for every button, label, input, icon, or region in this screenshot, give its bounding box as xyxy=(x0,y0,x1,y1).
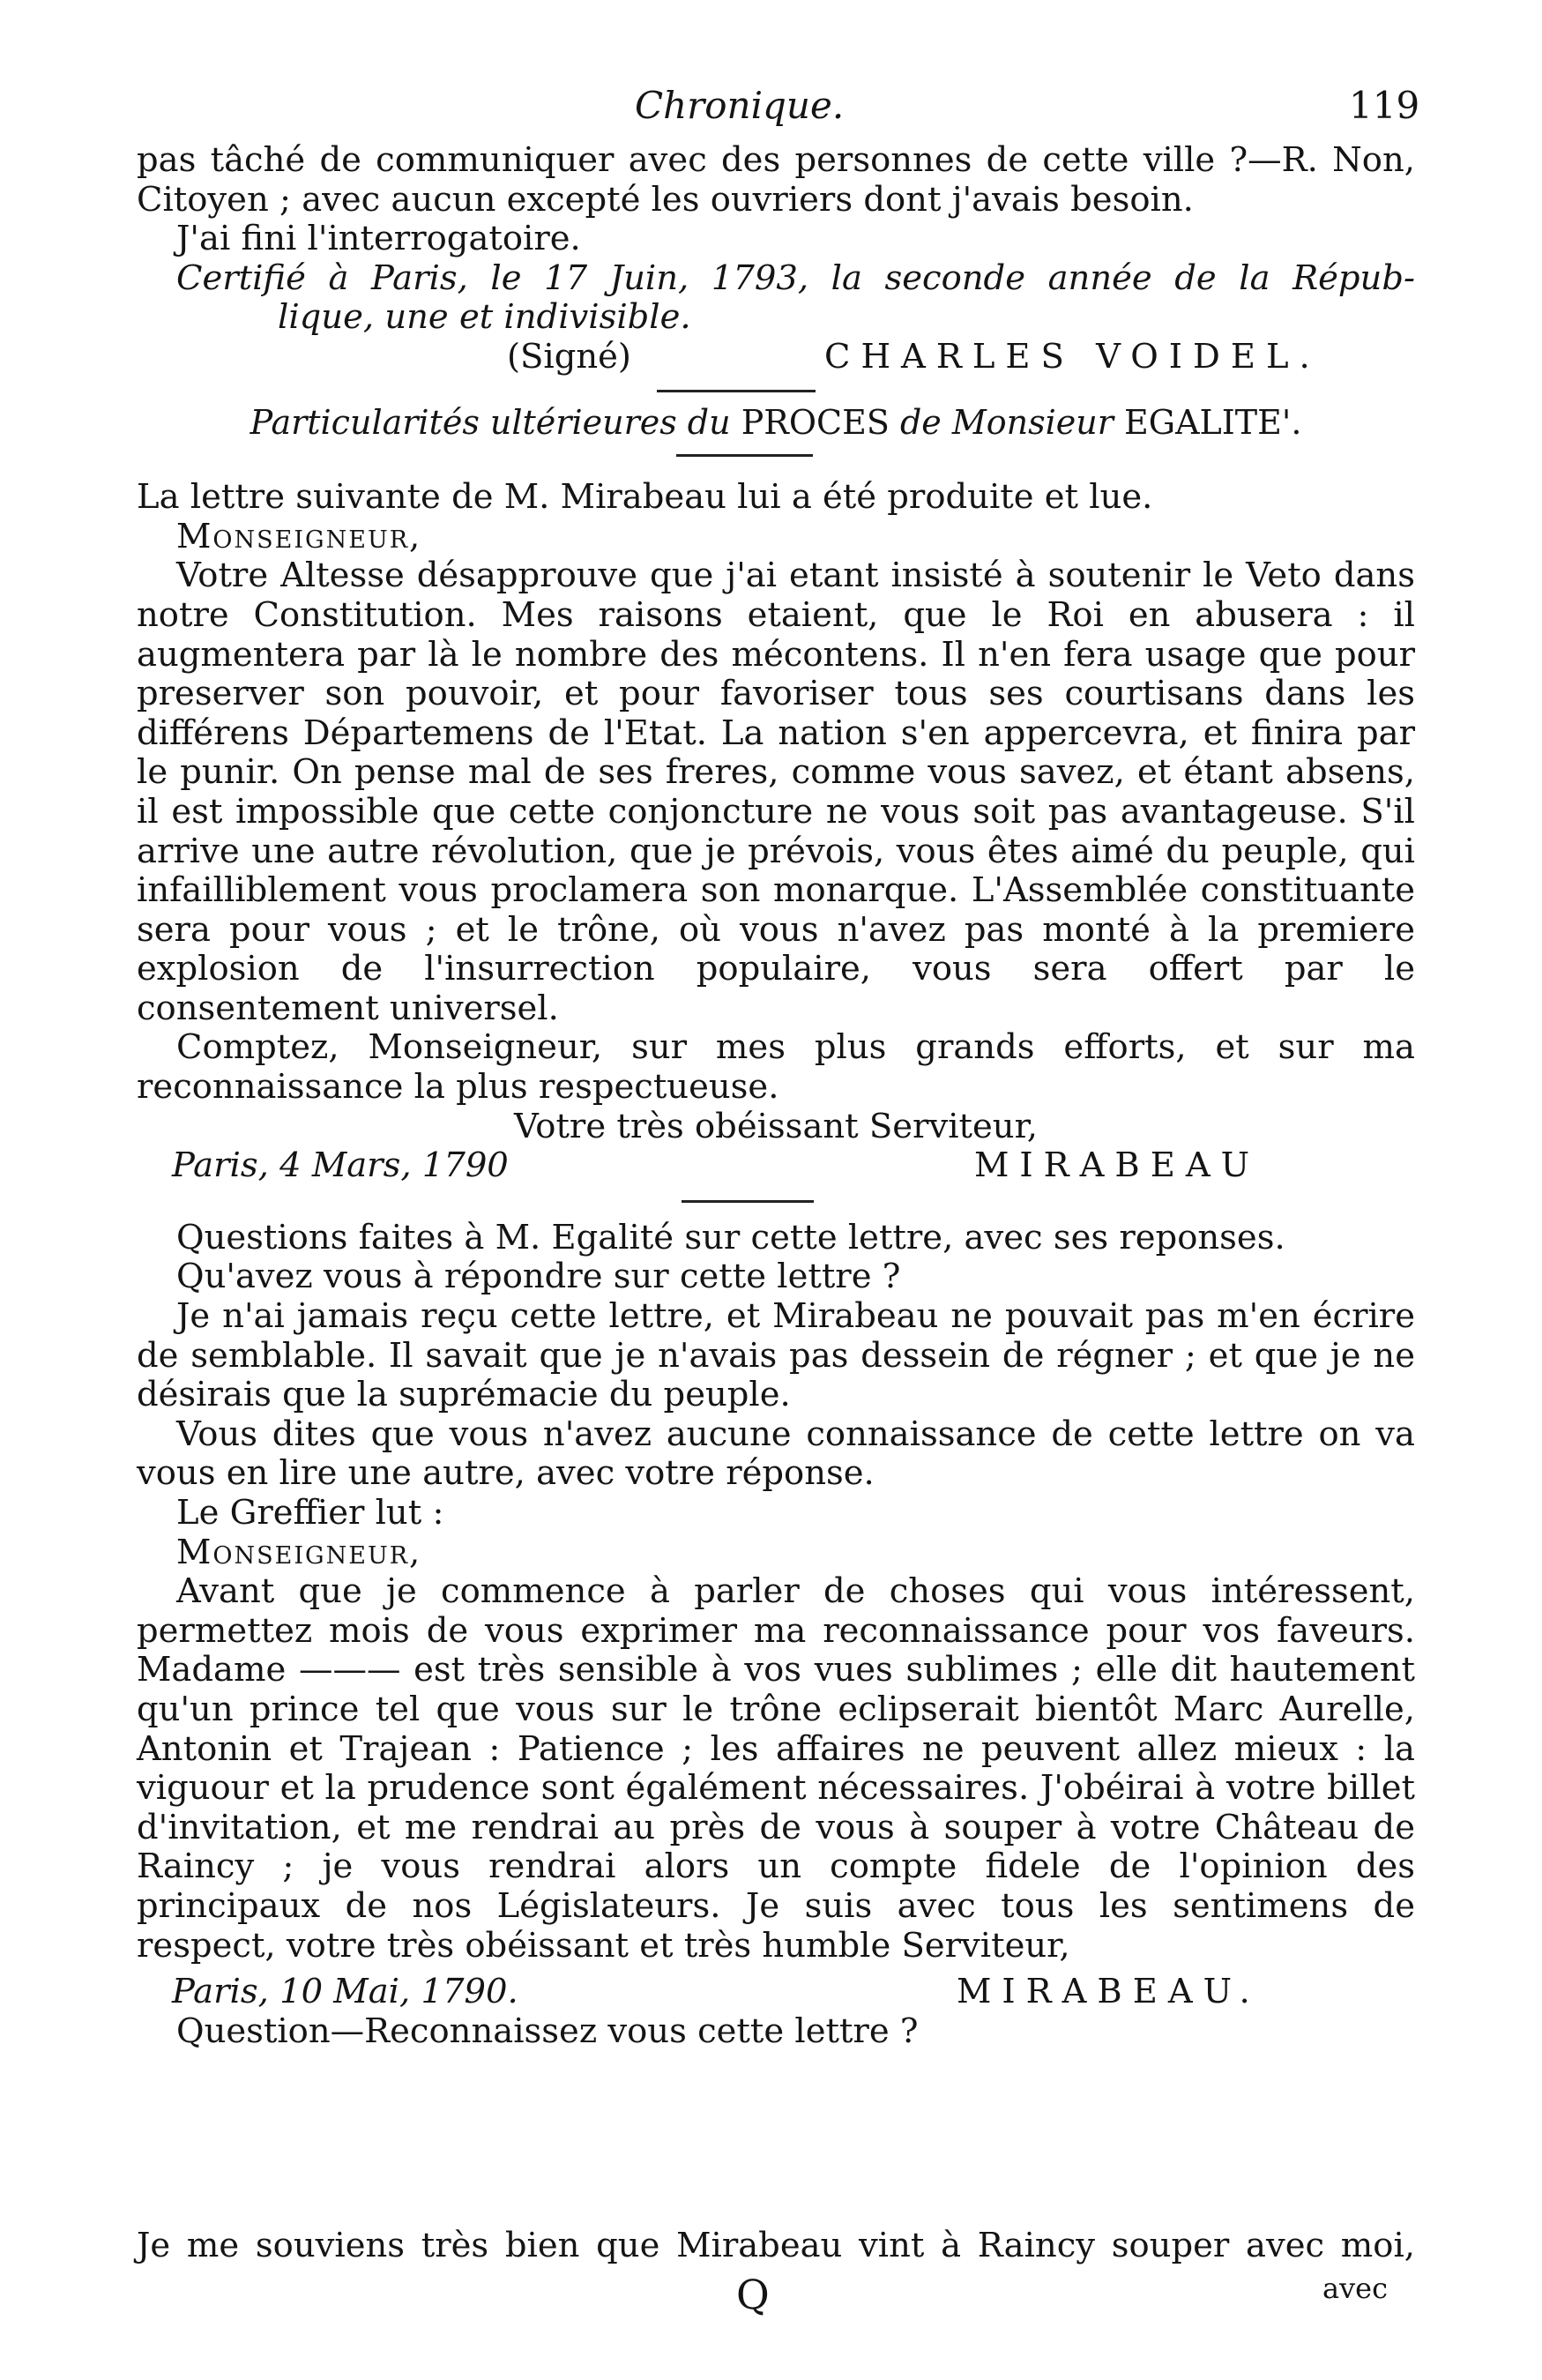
text-line: Questions faites à M. Egalité sur cette lettre, avec ses reponses. xyxy=(176,1217,1285,1257)
rule xyxy=(682,1200,814,1203)
page-number: 119 xyxy=(1349,84,1420,127)
text-line: Qu'avez vous à répondre sur cette lettre ? xyxy=(176,1257,901,1297)
text-paragraph: Je n'ai jamais reçu cette lettre, et Mirabeau ne pouvait pas m'en écrire de semblable. Il savait que je n'avais pas dessein de régner ; et que je ne désirais que la suprémacie du peuple. xyxy=(137,1296,1415,1415)
salutation: Monseigneur, xyxy=(176,1532,422,1572)
catchword: avec xyxy=(1322,2272,1389,2305)
text-line: Le Greffier lut : xyxy=(176,1493,444,1533)
text-line: La lettre suivante de M. Mirabeau lui a été produite et lue. xyxy=(137,477,1153,518)
rule xyxy=(676,454,813,457)
closing-line: Votre très obéissant Serviteur, xyxy=(514,1106,1038,1146)
letter-paragraph: Avant que je commence à parler de choses qui vous intéressent, permettez mois de vous exprimer ma reconnaissance pour vos faveurs. Madame ——— est très sensible à vos vues sublimes ; elle dit hautement qu'un prince tel que vous sur le trône eclipserait bientôt Marc Aurelle, Antonin et Trajean : Patience ; les affaires ne peuvent allez mieux : la viguour et la prudence sont égalément nécessaires. J'obéirai à votre billet d'invitation, et me rendrai au près de vous à souper à votre Château de Raincy ; je vous rendrai alors un compte fidele de l'opinion des principaux de nos Législateurs. Je suis avec tous les sentimens de respect, votre très obéissant et très humble Serviteur, xyxy=(137,1571,1415,1966)
signatory-name: MIRABEAU. xyxy=(957,1972,1261,2012)
text-line: pas tâché de communiquer avec des personnes de cette ville ?—R. Non, xyxy=(137,140,1415,180)
rule xyxy=(657,390,816,392)
running-title: Chronique. xyxy=(635,84,845,127)
letter-paragraph: Comptez, Monseigneur, sur mes plus grands efforts, et sur ma reconnaissance la plus respectueuse. xyxy=(137,1027,1415,1108)
signature-line xyxy=(137,338,1415,377)
salutation: Monseigneur, xyxy=(176,516,422,556)
date-line: Paris, 10 Mai, 1790. xyxy=(172,1972,518,2012)
text-line: J'ai fini l'interrogatoire. xyxy=(176,219,581,259)
text-line: Je me souviens très bien que Mirabeau vint à Raincy souper avec moi, xyxy=(137,2226,1415,2265)
certification-line: Certifié à Paris, le 17 Juin, 1793, la seconde année de la Répub- xyxy=(176,257,1415,298)
signature-line xyxy=(137,1973,1415,2012)
letter-paragraph: Votre Altesse désapprouve que j'ai etant insisté à soutenir le Veto dans notre Constitution. Mes raisons etaient, que le Roi en abusera : il augmentera par là le nombre des mécontens. Il n'en fera usage que pour preserver son pouvoir, et pour favoriser tous ses courtisans dans les différens Départemens de l'Etat. La nation s'en appercevra, et finira par le punir. On pense mal de ses freres, comme vous savez, et étant absens, il est impossible que cette conjoncture ne vous soit pas avantageuse. S'il arrive une autre révolution, que je prévois, vous êtes aimé du peuple, qui infailliblement vous proclamera son monarque. L'Assemblée constituante sera pour vous ; et le trône, où vous n'avez pas monté à la premiere explosion de l'insurrection populaire, vous sera offert par le consentement universel. xyxy=(137,556,1415,1028)
text-line: Question—Reconnaissez vous cette lettre ? xyxy=(176,2011,919,2051)
signature-mark: Q xyxy=(736,2271,770,2318)
signature-line xyxy=(137,1146,1415,1186)
certification-line: lique, une et indivisible. xyxy=(278,297,691,338)
signed-label: (Signé) xyxy=(507,336,631,377)
text-paragraph: Vous dites que vous n'avez aucune connaissance de cette lettre on va vous en lire une autre, avec votre réponse. xyxy=(137,1414,1415,1494)
signatory-name: MIRABEAU xyxy=(974,1145,1261,1186)
page-body xyxy=(137,141,1415,2051)
section-heading: Particularités ultérieures du PROCES de Monsieur EGALITE'. xyxy=(250,402,1302,442)
running-head xyxy=(0,84,1542,137)
signatory-name: CHARLES VOIDEL. xyxy=(824,336,1321,377)
text-line: Citoyen ; avec aucun excepté les ouvriers dont j'avais besoin. xyxy=(137,179,1194,220)
date-line: Paris, 4 Mars, 1790 xyxy=(172,1145,509,1186)
